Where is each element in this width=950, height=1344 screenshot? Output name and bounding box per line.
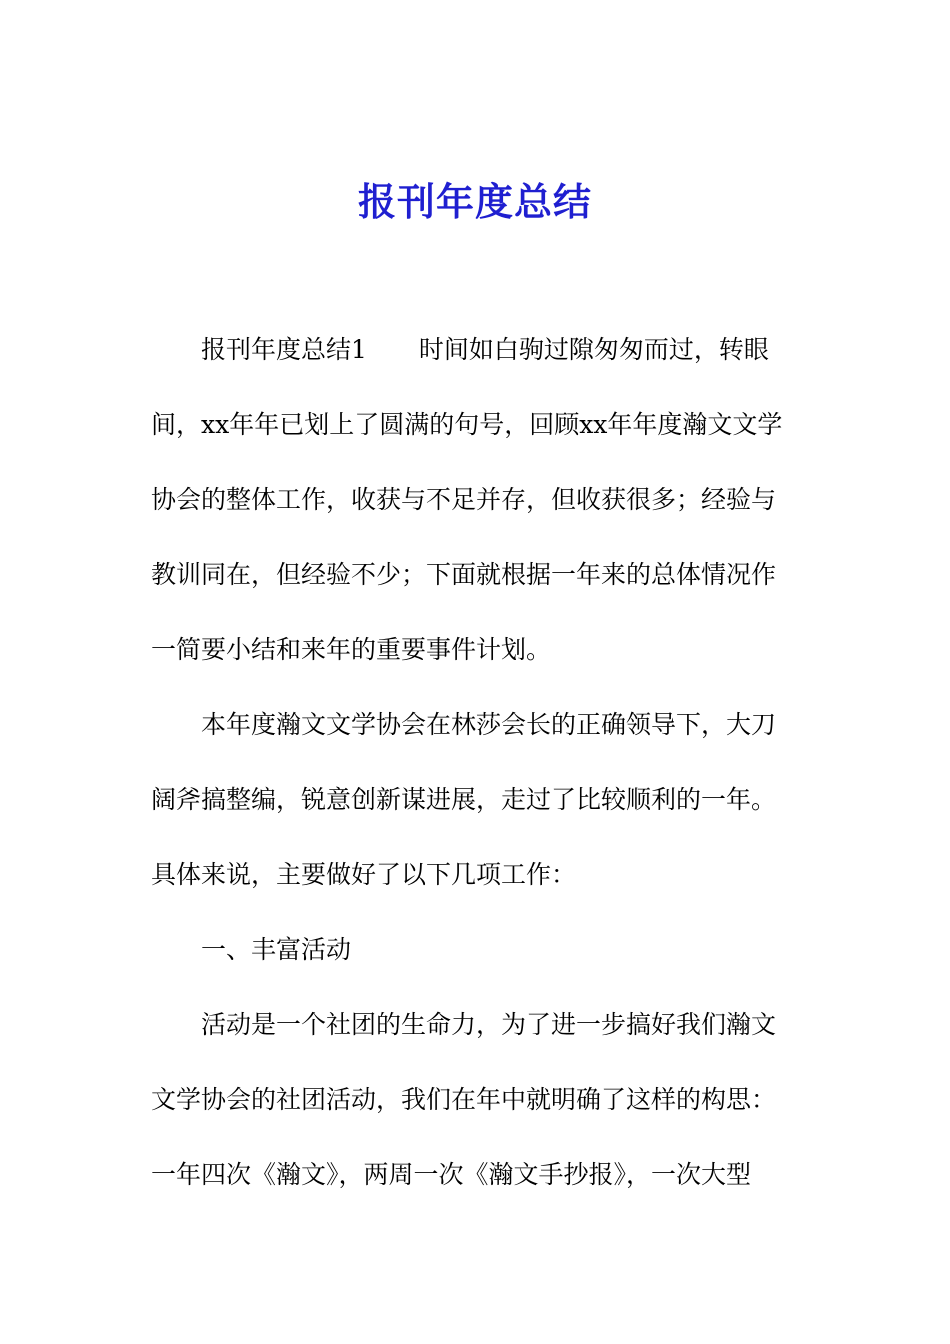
paragraph-line: 教训同在，但经验不少；下面就根据一年来的总体情况作: [151, 560, 777, 589]
paragraph-line: [201, 330, 769, 370]
section-heading-inline: 报刊年度总结1: [201, 335, 367, 364]
paragraph-line: 具体来说，主要做好了以下几项工作：: [151, 860, 577, 889]
paragraph-line: 协会的整体工作，收获与不足并存，但收获很多；经验与: [151, 485, 777, 514]
line-text: 时间如白驹过隙匆匆而过，转眼: [418, 335, 769, 364]
paragraph-line: 阔斧搞整编，锐意创新谋进展，走过了比较顺利的一年。: [151, 785, 777, 814]
paragraph-line: 间，xx年年已划上了圆满的句号，回顾xx年年度瀚文文学: [151, 410, 783, 439]
paragraph-line: 活动是一个社团的生命力，为了进一步搞好我们瀚文: [201, 1010, 777, 1039]
paragraph-line: 一简要小结和来年的重要事件计划。: [151, 635, 552, 664]
paragraph-line: 本年度瀚文文学协会在林莎会长的正确领导下，大刀: [201, 710, 777, 739]
document-title: 报刊年度总结: [357, 179, 592, 224]
paragraph-line: 一年四次《瀚文》，两周一次《瀚文手抄报》，一次大型: [151, 1160, 752, 1189]
paragraph-line: 文学协会的社团活动，我们在年中就明确了这样的构思：: [151, 1085, 777, 1114]
section-heading: 一、丰富活动: [201, 935, 352, 964]
